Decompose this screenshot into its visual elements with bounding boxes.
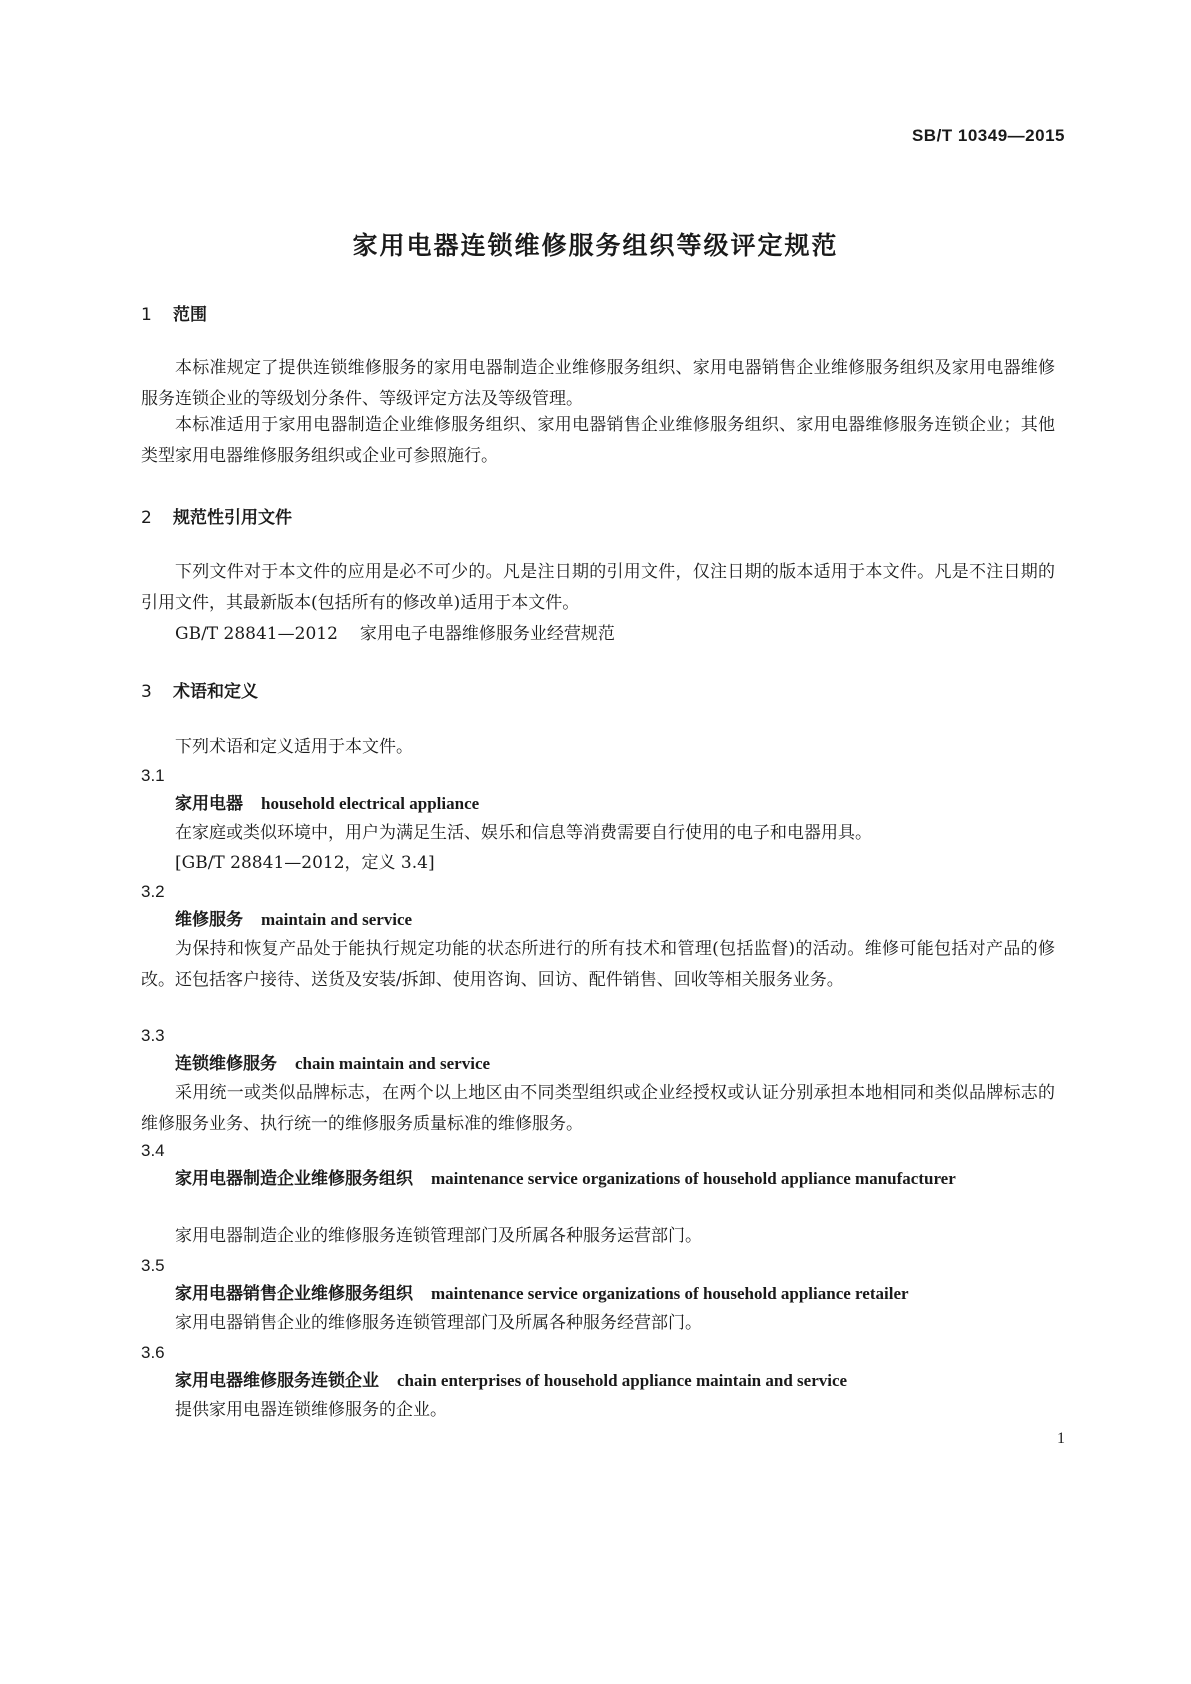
- clause-number: 3.4: [141, 1141, 165, 1160]
- reference-code: GB/T 28841—2012: [175, 624, 338, 644]
- clause-number: 3.2: [141, 882, 165, 901]
- reference-entry: [141, 619, 1089, 644]
- clause-number: 3.6: [141, 1343, 165, 1362]
- term-source: [GB/T 28841—2012，定义 3.4]: [175, 853, 435, 873]
- term-en: chain enterprises of household appliance maintain and service: [397, 1371, 848, 1390]
- term-entry: [141, 1048, 1089, 1080]
- term-en: maintain and service: [261, 910, 413, 929]
- paragraph: 下列文件对于本文件的应用是必不可少的。凡是注日期的引用文件，仅注日期的版本适用于本文件。凡是不注日期的引用文件，其最新版本(包括所有的修改单)适用于本文件。: [141, 562, 1055, 613]
- section-heading-scope: [141, 300, 1055, 325]
- clause-number: 3.5: [141, 1256, 165, 1275]
- term-entry: [141, 1278, 1089, 1310]
- section-number: 2: [141, 508, 152, 528]
- term-zh: 家用电器维修服务连锁企业: [175, 1371, 379, 1391]
- paragraph: 本标准规定了提供连锁维修服务的家用电器制造企业维修服务组织、家用电器销售企业维修服务组织及家用电器维修服务连锁企业的等级划分条件、等级评定方法及等级管理。: [141, 358, 1055, 409]
- reference-title: 家用电子电器维修服务业经营规范: [359, 624, 615, 644]
- paragraph: 本标准适用于家用电器制造企业维修服务组织、家用电器销售企业维修服务组织、家用电器维修服务连锁企业；其他类型家用电器维修服务组织或企业可参照施行。: [141, 415, 1055, 466]
- term-en: maintenance service organizations of household appliance manufacturer: [431, 1169, 956, 1188]
- section-title: 术语和定义: [173, 682, 258, 702]
- term-definition: 家用电器销售企业的维修服务连锁管理部门及所属各种服务经营部门。: [175, 1313, 702, 1333]
- term-entry: [141, 1365, 1089, 1397]
- term-entry: [141, 1163, 1055, 1195]
- term-zh: 家用电器制造企业维修服务组织: [175, 1169, 413, 1189]
- clause-number: 3.3: [141, 1026, 165, 1045]
- term-definition: 提供家用电器连锁维修服务的企业。: [175, 1400, 447, 1420]
- section-heading-terms-definitions: [141, 677, 1055, 702]
- page-number: 1: [1057, 1430, 1065, 1447]
- term-zh: 家用电器销售企业维修服务组织: [175, 1284, 413, 1304]
- section-title: 规范性引用文件: [173, 508, 292, 528]
- section-number: 3: [141, 682, 152, 702]
- term-zh: 维修服务: [175, 910, 243, 930]
- page-title: 家用电器连锁维修服务组织等级评定规范: [352, 231, 839, 260]
- term-definition: 采用统一或类似品牌标志，在两个以上地区由不同类型组织或企业经授权或认证分别承担本地相同和类似品牌标志的维修服务业务、执行统一的维修服务质量标准的维修服务。: [141, 1083, 1055, 1134]
- section-number: 1: [141, 305, 152, 325]
- term-definition: 为保持和恢复产品处于能执行规定功能的状态所进行的所有技术和管理(包括监督)的活动。维修可能包括对产品的修改。还包括客户接待、送货及安装/拆卸、使用咨询、回访、配件销售、回收等相关服务业务。: [141, 939, 1055, 990]
- term-en: maintenance service organizations of household appliance retailer: [431, 1284, 909, 1303]
- term-zh: 连锁维修服务: [175, 1054, 277, 1074]
- clause-number: 3.1: [141, 766, 165, 785]
- term-en: household electrical appliance: [261, 794, 480, 813]
- paragraph: 下列术语和定义适用于本文件。: [175, 737, 413, 757]
- term-definition: 家用电器制造企业的维修服务连锁管理部门及所属各种服务运营部门。: [175, 1226, 702, 1246]
- section-title: 范围: [173, 305, 207, 325]
- standard-code: SB/T 10349—2015: [911, 126, 1065, 145]
- term-entry: [141, 904, 1089, 936]
- term-en: chain maintain and service: [295, 1054, 491, 1073]
- term-entry: [141, 788, 1089, 820]
- term-definition: 在家庭或类似环境中，用户为满足生活、娱乐和信息等消费需要自行使用的电子和电器用具。: [175, 823, 872, 843]
- section-heading-normative-references: [141, 503, 1055, 528]
- term-zh: 家用电器: [175, 794, 243, 814]
